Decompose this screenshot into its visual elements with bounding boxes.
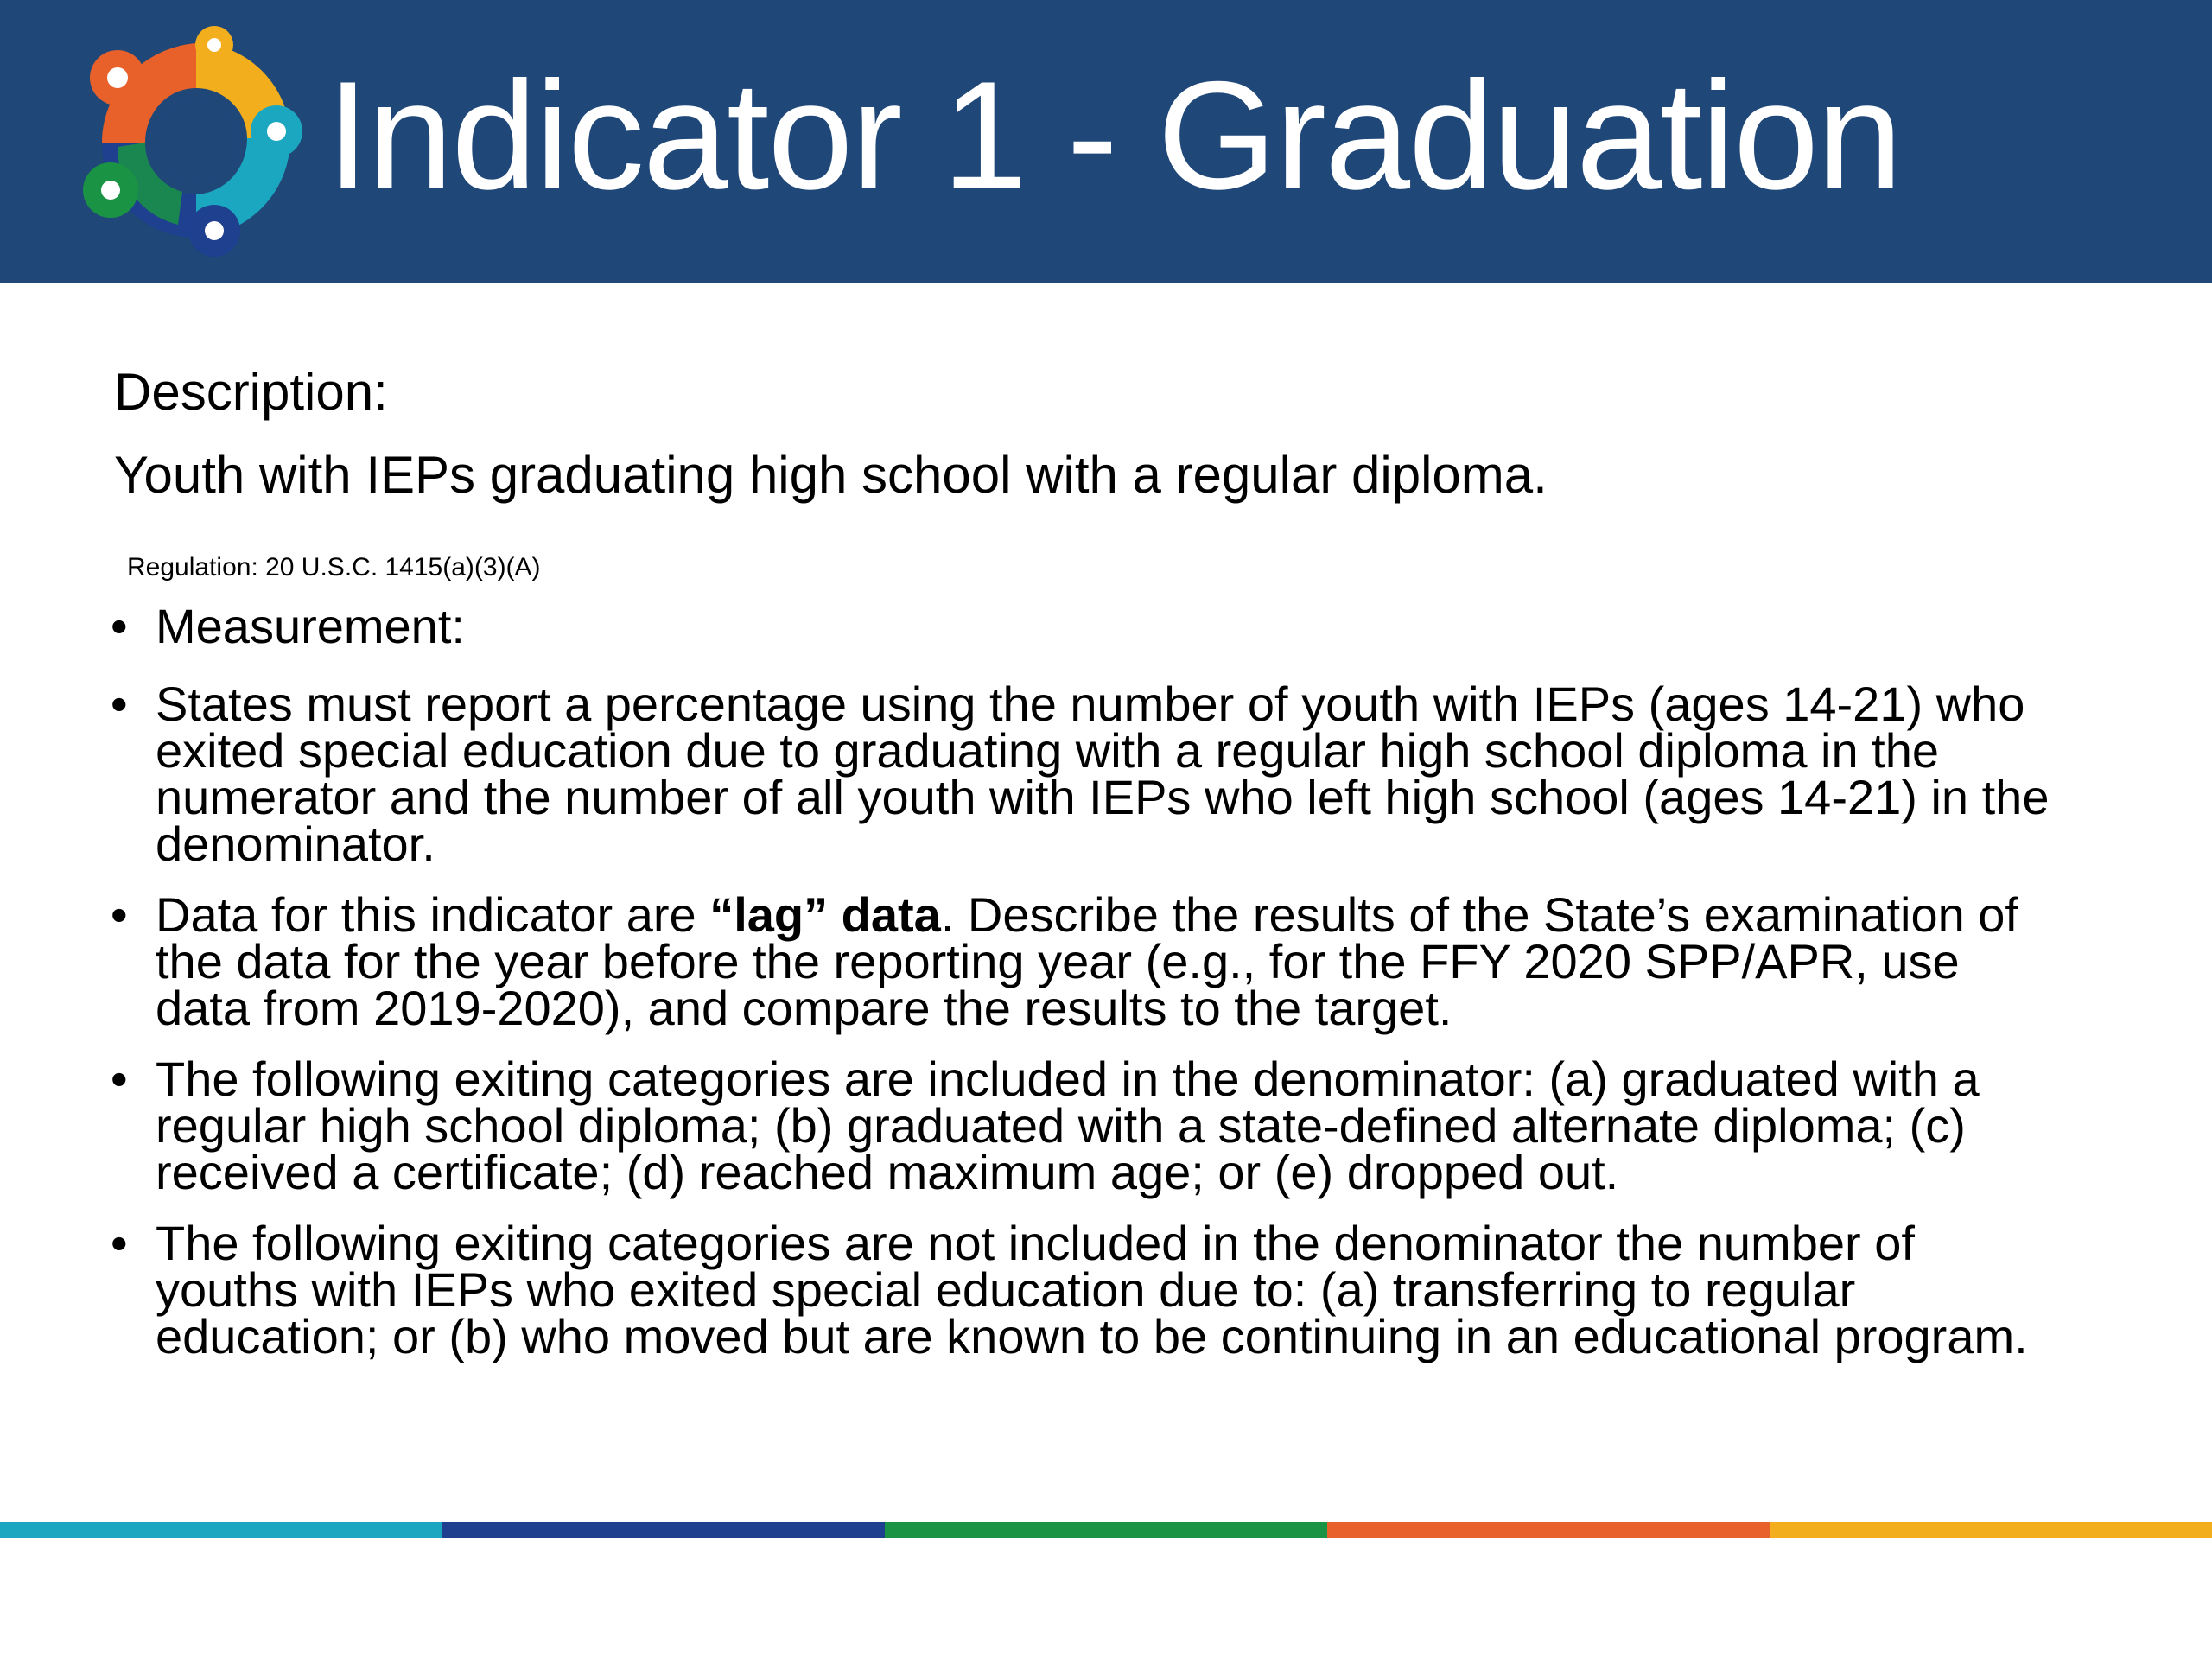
strip-segment-teal: [0, 1522, 442, 1538]
description-text: Youth with IEPs graduating high school with a regular diploma.: [114, 446, 1548, 504]
lag-data-detail: . Describe the results of the State’s examination of the data for the year before the reporting year (e.g., for the FFY 2020 SPP/APR, use data from 2019-2020), and compare the results to the target.: [156, 887, 2018, 1035]
bullet-lag-data: [111, 887, 2063, 1035]
regulation-citation: Regulation: 20 U.S.C. 1415(a)(3)(A): [127, 553, 541, 582]
bullet-measurement: • Measurement:: [111, 603, 2063, 650]
measurement-bullet-list: [111, 599, 2063, 1384]
bullet-percentage-rule: • States must report a percentage using the number of youth with IEPs (ages 14-21) who exited special education due to graduating with a regular high school diploma in the numerator and the number of all youth with IEPs who left high school (ages 14-21) in the denominator.: [111, 681, 2063, 868]
lag-data-emphasis: “lag” data: [709, 887, 941, 942]
page-title: Indicator 1 - Graduation: [327, 49, 1902, 221]
header-bar: [0, 0, 2212, 283]
strip-segment-orange: [1327, 1522, 1770, 1538]
footer-color-strip: [0, 1522, 2212, 1538]
bullet-excluded-categories: • The following exiting categories are not included in the denominator the number of youths with IEPs who exited special education due to: (a) transferring to regular education; or (b) who moved but are known to be continuing in an educational program.: [111, 1220, 2063, 1360]
strip-segment-blue: [442, 1522, 885, 1538]
community-circle-logo-icon: [83, 26, 309, 259]
lag-data-intro: Data for this indicator are: [156, 887, 710, 942]
strip-segment-green: [885, 1522, 1327, 1538]
description-label: Description:: [114, 363, 388, 421]
strip-segment-yellow: [1770, 1522, 2212, 1538]
bullet-included-categories: • The following exiting categories are included in the denominator: (a) graduated with a regular high school diploma; (b) graduated with a state-defined alternate diploma; (c) received a certificate; (d) reached maximum age; or (e) dropped out.: [111, 1056, 2063, 1196]
